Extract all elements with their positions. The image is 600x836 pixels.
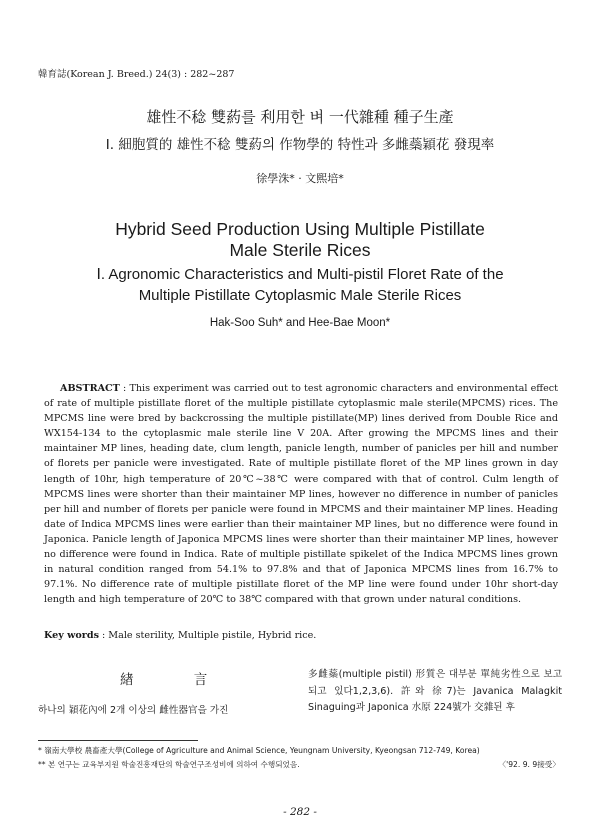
keywords (44, 630, 558, 641)
intro-heading: 緖 言 (120, 672, 236, 688)
english-authors: Hak-Soo Suh* and Hee-Bae Moon* (209, 317, 391, 329)
abstract-text: This experiment was carried out to test agronomic characters and environmental effect of rate of multiple pistillate floret of the multiple pistillate cytoplasmic male sterile(MPCMS) rices. The MPCMS line were bred by backcrossing the multiple pistillate(MP) lines derived from Double Rice and WX154-134 to the cytoplasmic male sterile line V 20A. After growing the MPCMS lines and their maintainer MP lines, heading date, clum length, panicle length, number of panicles per hill and number of florets per panicle were investigated. Rate of multiple pistillate floret of the MP lines grown in day length of 10hr, high temperature of 20℃~38℃ were compared with that of control. Culm length of MPCMS lines were shorter than their maintainer MP lines, however no difference in number of panicles per hill and number of florets per panicle were found in MPCMS and their maintainer MP lines. Heading date of Indica MPCMS lines were earlier than their maintainer MP lines, but no difference were found in Japonica. Panicle length of Japonica MPCMS lines were shorter than their maintainer MP lines, however no difference were found in Indica. Rate of multiple pistillate spikelet of the Indica MPCMS lines grown in natural condition ranged from 54.1% to 97.8% and that of Japonica MPCMS lines from 16.7% to 97.1%. No difference rate of multiple pistillate floret of the MP line were found under 10hr short-day length and high temperature of 20℃ to 38℃ compared with that grown under natural conditions. (44, 383, 558, 606)
page-number: - 282 - (283, 806, 317, 818)
korean-authors: 徐學洙* · 文熙培* (256, 172, 344, 185)
footnote-divider (38, 740, 198, 741)
korean-title: 雄性不稔 雙葯를 利用한 벼 一代雜種 種子生產 (146, 108, 454, 126)
abstract-separator: : (119, 383, 130, 394)
english-subtitle (0, 264, 600, 306)
received-date: 〈'92. 9. 9接受〉 (498, 760, 560, 769)
intro-right-column: 多雌蘂(multiple pistil) 形質은 대부분 單純劣性으로 보고되고 있다1,2,3,6). 許와 徐7)는 Javanica Malagkit Sinaguing과 Japonica 水原 224號가 交雜된 후 (308, 669, 562, 714)
english-title-line2: Male Sterile Rices (229, 240, 371, 260)
footnote-funding: ** 본 연구는 교육부지원 학술진흥재단의 학술연구조성비에 의하여 수행되었음. (38, 760, 300, 769)
intro-left-column: 하나의 穎花內에 2개 이상의 雌性器官을 가진 (38, 705, 229, 716)
footnote-affiliation: * 嶺南大學校 農畜產大學(College of Agriculture and Animal Science, Yeungnam University, Kyeongsan 712-749, Korea) (38, 746, 480, 755)
english-subtitle-line1: Ⅰ. Agronomic Characteristics and Multi-pistil Floret Rate of the (96, 266, 504, 283)
english-subtitle-line2: Multiple Pistillate Cytoplasmic Male Sterile Rices (138, 287, 462, 304)
korean-subtitle: Ⅰ. 細胞質的 雄性不稔 雙葯의 作物學的 特性과 多雌蘂穎花 發現率 (105, 137, 495, 153)
abstract (44, 381, 558, 607)
abstract-label: ABSTRACT (60, 383, 120, 394)
english-title-line1: Hybrid Seed Production Using Multiple Pistillate (115, 219, 485, 239)
english-title (0, 219, 600, 261)
keywords-label: Key words (44, 630, 99, 641)
keywords-text: : Male sterility, Multiple pistile, Hybrid rice. (98, 630, 317, 641)
journal-citation: 韓育誌(Korean J. Breed.) 24(3) : 282~287 (38, 69, 235, 80)
